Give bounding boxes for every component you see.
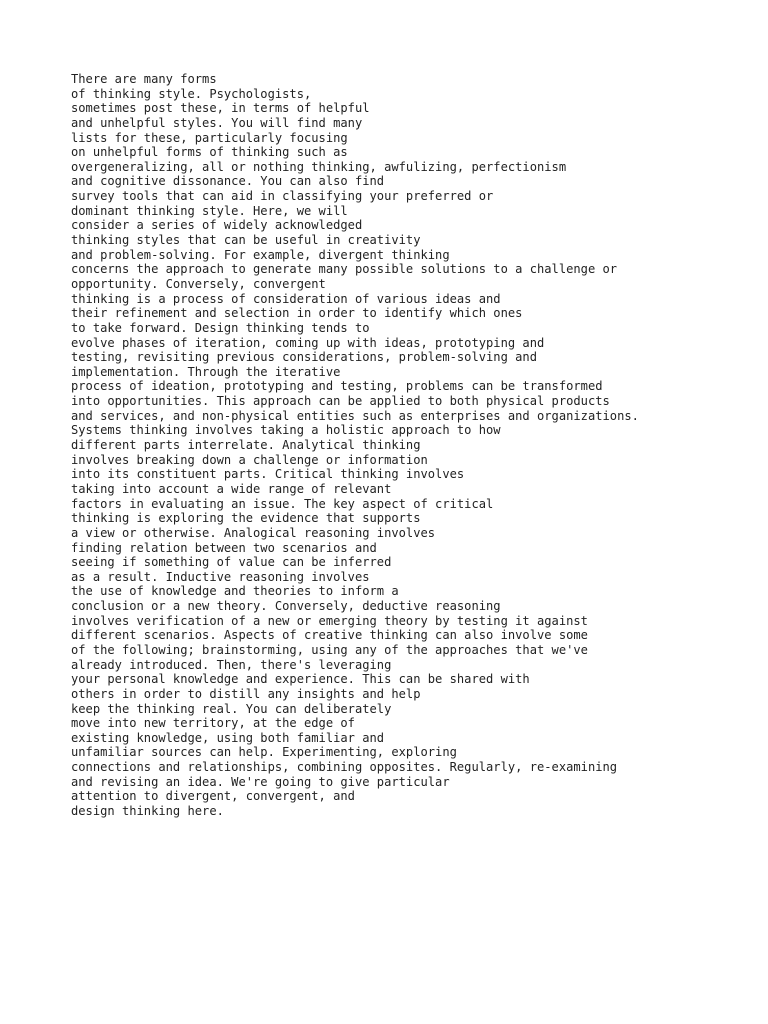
text-line: to take forward. Design thinking tends to: [71, 320, 370, 335]
text-line: thinking styles that can be useful in creativity: [71, 233, 421, 248]
text-line: thinking is a process of consideration of various ideas and: [71, 291, 501, 306]
text-line: dominant thinking style. Here, we will: [71, 203, 348, 218]
text-line: overgeneralizing, all or nothing thinking, awfulizing, perfectionism: [71, 159, 567, 174]
text-line: implementation. Through the iterative: [71, 364, 341, 379]
text-line: consider a series of widely acknowledged: [71, 218, 363, 233]
text-line: and problem-solving. For example, divergent thinking: [71, 247, 450, 262]
text-line: taking into account a wide range of relevant: [71, 481, 392, 496]
text-line: finding relation between two scenarios and: [71, 540, 377, 555]
text-line: as a result. Inductive reasoning involves: [71, 569, 370, 584]
text-line: conclusion or a new theory. Conversely, deductive reasoning: [71, 599, 501, 614]
text-line: seeing if something of value can be inferred: [71, 555, 392, 570]
text-line: involves verification of a new or emerging theory by testing it against: [71, 613, 588, 628]
text-line: survey tools that can aid in classifying your preferred or: [71, 189, 494, 204]
text-line: thinking is exploring the evidence that supports: [71, 511, 421, 526]
text-line: into opportunities. This approach can be applied to both physical products: [71, 394, 610, 409]
text-line: process of ideation, prototyping and testing, problems can be transformed: [71, 379, 603, 394]
text-line: into its constituent parts. Critical thinking involves: [71, 467, 465, 482]
text-line: others in order to distill any insights and help: [71, 686, 421, 701]
text-line: evolve phases of iteration, coming up with ideas, prototyping and: [71, 335, 545, 350]
text-line: the use of knowledge and theories to inform a: [71, 584, 399, 599]
text-line: move into new territory, at the edge of: [71, 716, 355, 731]
text-line: Systems thinking involves taking a holistic approach to how: [71, 423, 501, 438]
text-line: involves breaking down a challenge or information: [71, 452, 428, 467]
text-line: and services, and non-physical entities such as enterprises and organizations.: [71, 408, 639, 423]
text-line: existing knowledge, using both familiar and: [71, 730, 385, 745]
text-line: concerns the approach to generate many possible solutions to a challenge or: [71, 262, 618, 277]
text-line: and cognitive dissonance. You can also find: [71, 174, 385, 189]
text-line: design thinking here.: [71, 804, 224, 819]
text-line: and revising an idea. We're going to give particular: [71, 774, 450, 789]
text-line: unfamiliar sources can help. Experimenting, exploring: [71, 745, 457, 760]
document-body: [71, 72, 751, 819]
text-line: of the following; brainstorming, using any of the approaches that we've: [71, 642, 588, 657]
text-line: keep the thinking real. You can deliberately: [71, 701, 392, 716]
text-line: of thinking style. Psychologists,: [71, 86, 312, 101]
text-line: factors in evaluating an issue. The key aspect of critical: [71, 496, 494, 511]
text-line: connections and relationships, combining opposites. Regularly, re-examining: [71, 760, 618, 775]
text-line: sometimes post these, in terms of helpful: [71, 101, 370, 116]
text-line: opportunity. Conversely, convergent: [71, 276, 326, 291]
text-line: a view or otherwise. Analogical reasoning involves: [71, 525, 436, 540]
text-line: your personal knowledge and experience. This can be shared with: [71, 672, 530, 687]
text-line: different scenarios. Aspects of creative thinking can also involve some: [71, 628, 588, 643]
text-line: testing, revisiting previous considerations, problem-solving and: [71, 350, 537, 365]
text-line: already introduced. Then, there's leveraging: [71, 657, 392, 672]
text-line: different parts interrelate. Analytical thinking: [71, 438, 421, 453]
text-line: on unhelpful forms of thinking such as: [71, 145, 348, 160]
text-line: There are many forms: [71, 72, 217, 86]
text-line: and unhelpful styles. You will find many: [71, 115, 363, 130]
text-line: lists for these, particularly focusing: [71, 130, 348, 145]
text-line: their refinement and selection in order to identify which ones: [71, 306, 523, 321]
text-line: attention to divergent, convergent, and: [71, 789, 355, 804]
